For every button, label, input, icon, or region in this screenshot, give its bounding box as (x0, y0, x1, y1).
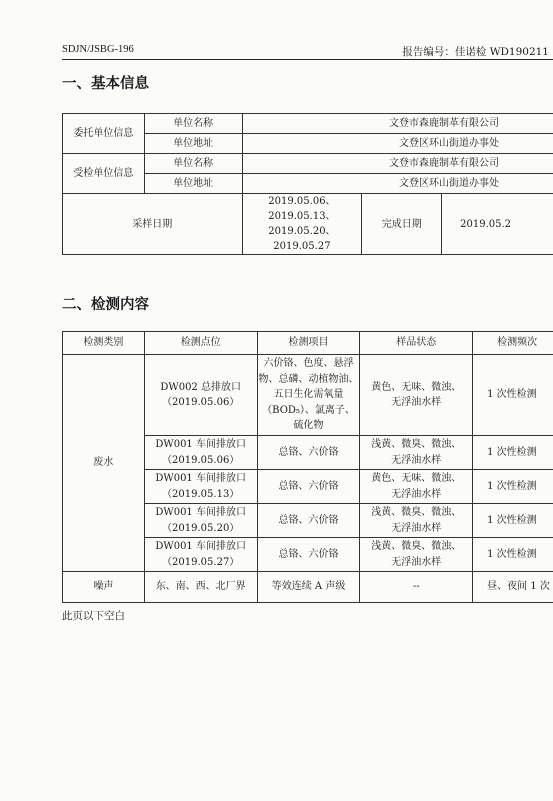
name-label: 单位名称 (144, 154, 242, 174)
sample-state (360, 470, 473, 504)
name-label: 单位名称 (144, 114, 242, 134)
header-state: 样品状态 (360, 332, 473, 355)
test-item-line: （BOD₅）、氯离子、 (262, 404, 355, 416)
completion-date-label: 完成日期 (362, 194, 442, 255)
sampling-dates-line1: 2019.05.06、2019.05.13、 (268, 196, 336, 222)
sample-state (360, 538, 473, 572)
sample-state-line2: 无浮油水样 (391, 522, 442, 534)
test-point-line1: DW001 车间排放口 (155, 507, 246, 518)
end-of-page-note: 此页以下空白 (62, 610, 125, 622)
sample-state-line1: 黄色、无味、微浊、 (371, 473, 462, 484)
test-item-line: 硫化物 (293, 420, 324, 432)
client-info-group: 委托单位信息 (63, 114, 145, 154)
report-number: 报告编号：佳诺检 WD190211 (402, 46, 549, 58)
sampling-dates (242, 194, 362, 255)
header-frequency: 检测频次 (473, 332, 553, 355)
noise-category: 噪声 (63, 572, 145, 603)
sample-state-line1: 黄色、无味、微浊、 (371, 381, 462, 393)
client-address: 文登区环山街道办事处 (242, 134, 553, 154)
test-point-line1: DW001 车间排放口 (155, 473, 246, 484)
test-item-line: 五日生化需氧量 (273, 389, 344, 401)
test-point-line2: （2019.05.13） (162, 488, 240, 500)
address-label: 单位地址 (144, 174, 242, 194)
inspected-address: 文登区环山街道办事处 (242, 174, 553, 194)
table-row (63, 194, 553, 255)
section-title-test-content: 二、检测内容 (62, 296, 149, 313)
sample-state-line1: 浅黄、微臭、微浊、 (371, 507, 462, 518)
sample-state-line2: 无浮油水样 (391, 488, 442, 500)
sample-state-line1: 浅黄、微臭、微浊、 (371, 541, 462, 552)
sample-state-line2: 无浮油水样 (391, 556, 442, 568)
test-items: 总铬、六价铬 (257, 436, 360, 470)
noise-state: -- (360, 572, 473, 603)
noise-frequency: 昼、夜间 1 次 (473, 572, 553, 603)
table-row (63, 154, 553, 174)
noise-point: 东、南、西、北厂界 (144, 572, 257, 603)
noise-item: 等效连续 A 声级 (257, 572, 360, 603)
address-label: 单位地址 (144, 134, 242, 154)
test-items (257, 355, 360, 436)
test-frequency: 1 次性检测 (473, 538, 553, 572)
sample-state (360, 436, 473, 470)
test-point (144, 504, 257, 538)
doc-code: SDJN/JSBG-196 (62, 44, 134, 55)
test-frequency: 1 次性检测 (473, 504, 553, 538)
table-row (63, 572, 553, 603)
test-item-line: 六价铬、色度、悬浮 (263, 358, 354, 370)
wastewater-category: 废水 (63, 355, 145, 572)
test-frequency: 1 次性检测 (473, 470, 553, 504)
sample-state-line2: 无浮油水样 (391, 454, 442, 466)
test-point-line1: DW001 车间排放口 (155, 541, 246, 552)
test-items: 总铬、六价铬 (257, 470, 360, 504)
header-point: 检测点位 (144, 332, 257, 355)
sampling-date-label: 采样日期 (63, 194, 243, 255)
test-point-line2: （2019.05.20） (162, 522, 240, 534)
test-point-line2: （2019.05.27） (162, 556, 240, 568)
sample-state (360, 355, 473, 436)
basic-info-table (62, 113, 553, 255)
test-frequency: 1 次性检测 (473, 355, 553, 436)
table-row (63, 355, 553, 436)
table-row (63, 114, 553, 134)
test-point-line1: DW002 总排放口 (160, 381, 241, 393)
sample-state (360, 504, 473, 538)
header-divider (62, 59, 553, 60)
test-point-line2: （2019.05.06） (162, 454, 240, 466)
client-name: 文登市森鹿制革有限公司 (242, 114, 553, 134)
table-header-row (63, 332, 553, 355)
test-point (144, 538, 257, 572)
test-point-line1: DW001 车间排放口 (155, 439, 246, 450)
test-point-line2: （2019.05.06） (162, 397, 240, 408)
test-frequency: 1 次性检测 (473, 436, 553, 470)
test-content-table (62, 331, 553, 603)
completion-date: 2019.05.2 (442, 194, 553, 255)
section-title-basic-info: 一、基本信息 (62, 75, 149, 92)
sample-state-line2: 无浮油水样 (391, 397, 442, 408)
test-items: 总铬、六价铬 (257, 504, 360, 538)
test-item-line: 物、总磷、动植物油、 (258, 373, 359, 385)
test-point (144, 436, 257, 470)
header-item: 检测项目 (257, 332, 360, 355)
inspected-info-group: 受检单位信息 (63, 154, 145, 194)
header-category: 检测类别 (63, 332, 145, 355)
test-items: 总铬、六价铬 (257, 538, 360, 572)
sampling-dates-line2: 2019.05.20、2019.05.27 (268, 226, 336, 252)
sample-state-line1: 浅黄、微臭、微浊、 (371, 439, 462, 450)
test-point (144, 470, 257, 504)
test-point (144, 355, 257, 436)
inspected-name: 文登市森鹿制革有限公司 (242, 154, 553, 174)
